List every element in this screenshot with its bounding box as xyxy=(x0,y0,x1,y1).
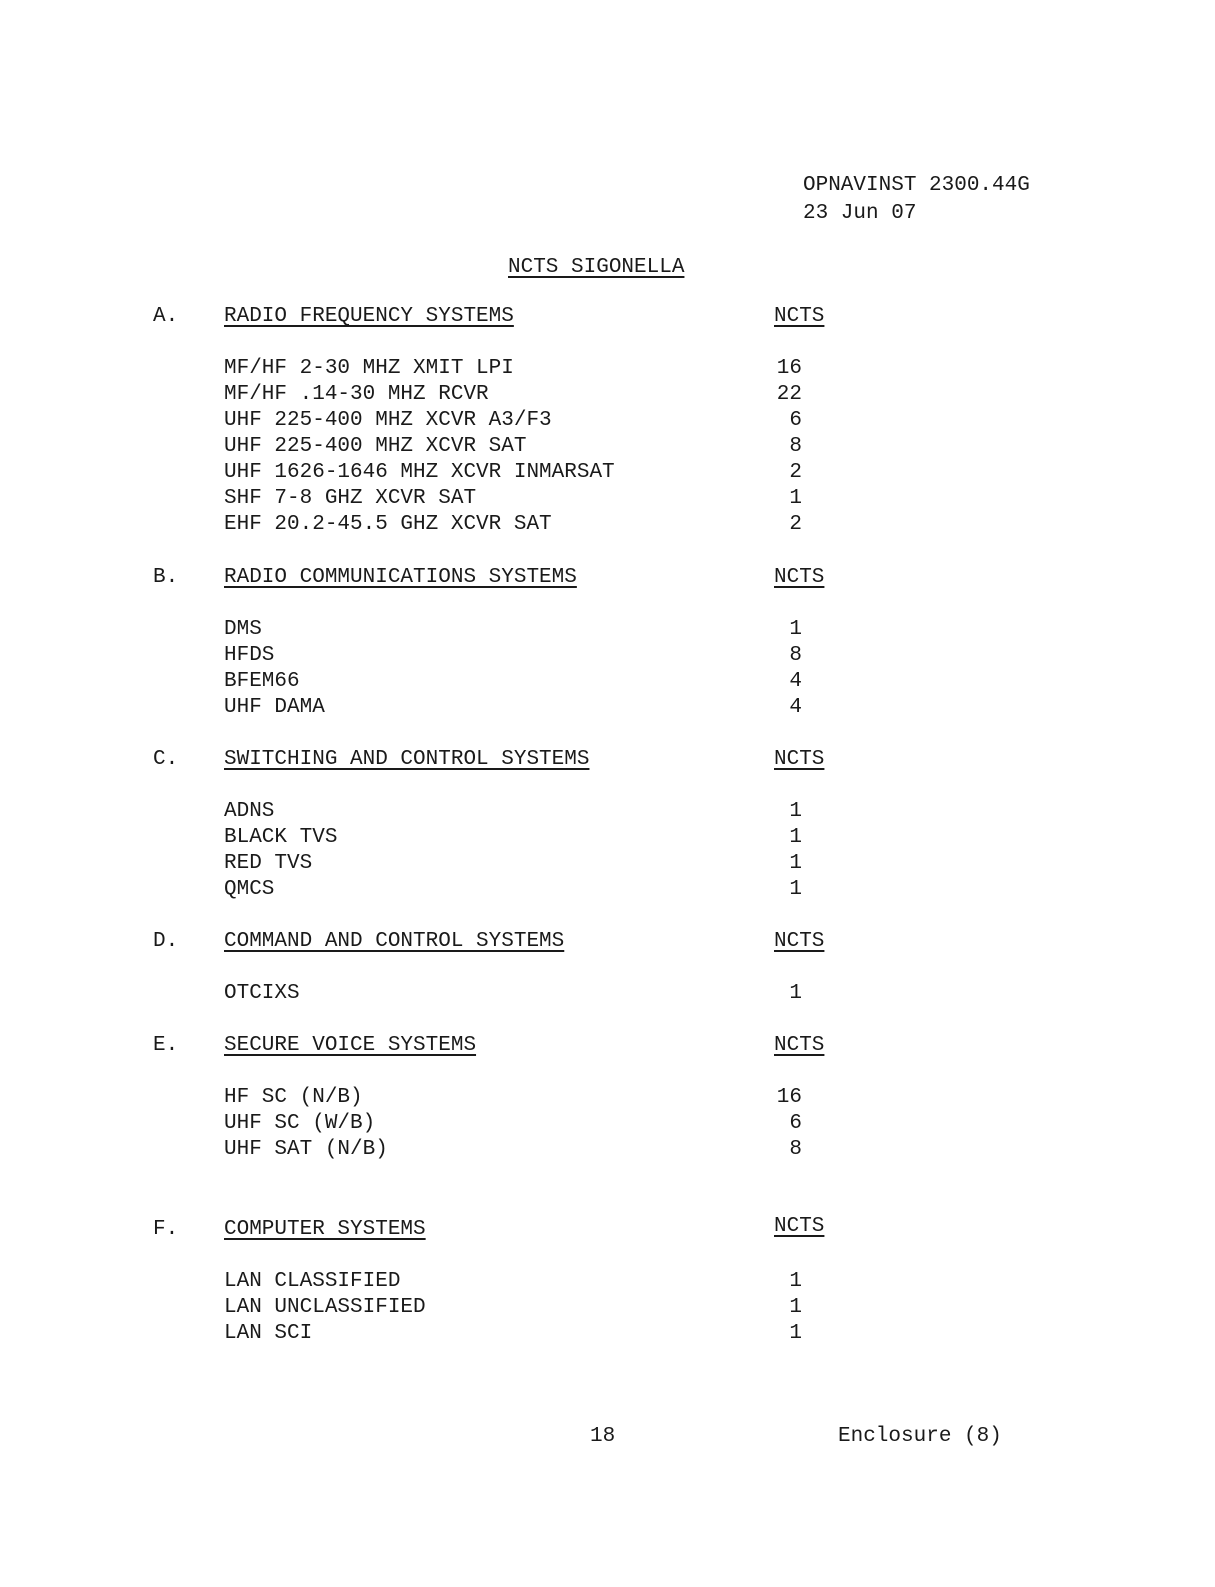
section-e-items xyxy=(0,1085,1215,1163)
list-item: DMS 1 xyxy=(224,618,802,641)
column-header: NCTS xyxy=(774,566,825,589)
list-item: LAN SCI 1 xyxy=(224,1322,802,1345)
section-title: SECURE VOICE SYSTEMS xyxy=(224,1034,477,1057)
section-f-items xyxy=(0,1269,1215,1347)
list-item: HFDS 8 xyxy=(224,644,802,667)
column-header: NCTS xyxy=(774,748,825,771)
section-title: RADIO COMMUNICATIONS SYSTEMS xyxy=(224,566,577,589)
list-item: MF/HF .14-30 MHZ RCVR 22 xyxy=(224,383,802,406)
section-title: SWITCHING AND CONTROL SYSTEMS xyxy=(224,748,590,771)
instruction-number: OPNAVINST 2300.44G xyxy=(803,174,1030,197)
page-title: NCTS SIGONELLA xyxy=(508,256,685,279)
list-item: LAN CLASSIFIED 1 xyxy=(224,1270,802,1293)
list-item: ADNS 1 xyxy=(224,800,802,823)
list-item: UHF SC (W/B) 6 xyxy=(224,1112,802,1135)
section-title: COMPUTER SYSTEMS xyxy=(224,1218,426,1241)
list-item: EHF 20.2-45.5 GHZ XCVR SAT 2 xyxy=(224,513,802,536)
section-letter: E. xyxy=(153,1034,179,1057)
list-item: BLACK TVS 1 xyxy=(224,826,802,849)
page-number: 18 xyxy=(590,1425,616,1448)
column-header: NCTS xyxy=(774,1034,825,1057)
list-item: RED TVS 1 xyxy=(224,852,802,875)
list-item: UHF SAT (N/B) 8 xyxy=(224,1138,802,1161)
list-item: UHF 1626-1646 MHZ XCVR INMARSAT 2 xyxy=(224,461,802,484)
section-letter: A. xyxy=(153,305,179,328)
list-item: HF SC (N/B) 16 xyxy=(224,1086,802,1109)
section-letter: F. xyxy=(153,1218,179,1241)
document-reference xyxy=(803,172,1030,228)
list-item: UHF 225-400 MHZ XCVR SAT 8 xyxy=(224,435,802,458)
section-title: COMMAND AND CONTROL SYSTEMS xyxy=(224,930,565,953)
section-title: RADIO FREQUENCY SYSTEMS xyxy=(224,305,514,328)
list-item: QMCS 1 xyxy=(224,878,802,901)
section-letter: D. xyxy=(153,930,179,953)
section-letter: B. xyxy=(153,566,179,589)
section-a-items xyxy=(0,356,1215,538)
list-item: UHF DAMA 4 xyxy=(224,696,802,719)
column-header: NCTS xyxy=(774,930,825,953)
list-item: MF/HF 2-30 MHZ XMIT LPI 16 xyxy=(224,357,802,380)
list-item: UHF 225-400 MHZ XCVR A3/F3 6 xyxy=(224,409,802,432)
section-c-items xyxy=(0,799,1215,903)
list-item: BFEM66 4 xyxy=(224,670,802,693)
section-d-items xyxy=(0,981,1215,1007)
list-item: LAN UNCLASSIFIED 1 xyxy=(224,1296,802,1319)
enclosure-label: Enclosure (8) xyxy=(838,1425,1002,1448)
list-item: OTCIXS 1 xyxy=(224,982,802,1005)
column-header: NCTS xyxy=(774,305,825,328)
list-item: SHF 7-8 GHZ XCVR SAT 1 xyxy=(224,487,802,510)
section-b-items xyxy=(0,617,1215,721)
column-header: NCTS xyxy=(774,1215,825,1238)
instruction-date: 23 Jun 07 xyxy=(803,202,917,225)
section-letter: C. xyxy=(153,748,179,771)
